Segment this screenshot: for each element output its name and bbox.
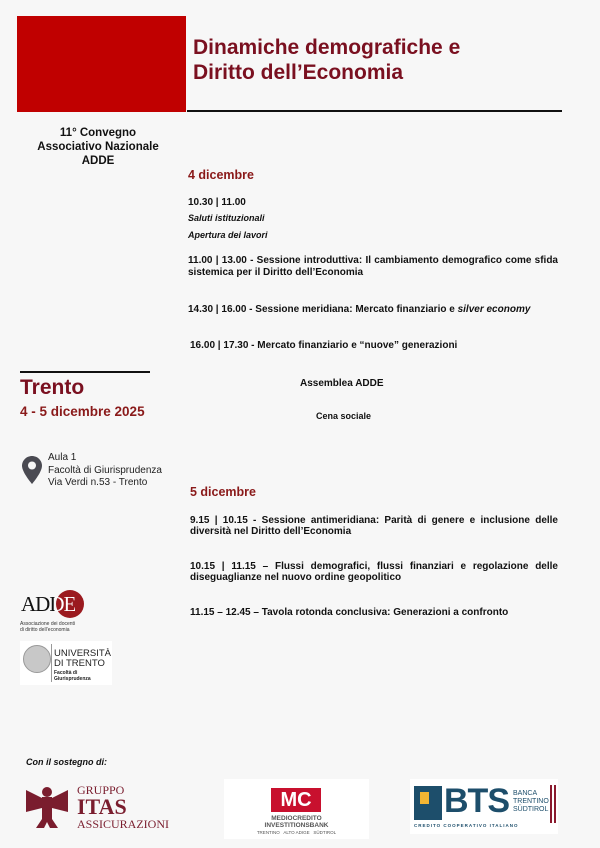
adde-caption-1: Associazione dei docenti [20,621,76,627]
address-line-1: Aula 1 [48,452,77,463]
unitn-divider [51,644,52,682]
item-text: 14.30 | 16.00 - Sessione meridiana: Mercato finanziario e [188,304,458,315]
day2-item-1: 9.15 | 10.15 - Sessione antimeridiana: Parità di genere e inclusione delle diversità nel Diritto dell’Economia [190,515,558,537]
address-line-2: Facoltà di Giurisprudenza [48,464,162,476]
item-time: 10.30 | 11.00 [188,197,246,208]
day1-item-2: 11.00 | 13.00 - Sessione introduttiva: Il cambiamento demografico come sfida sistemica per il Diritto dell’Economia [188,255,558,278]
bts-line-3: SÜDTIROL [513,806,549,813]
day1-heading: 4 dicembre [188,168,255,182]
adde-logo [20,589,110,635]
unitn-line-1: UNIVERSITÀ [54,648,112,659]
day2-item-3: 11.15 – 12.45 – Tavola rotonda conclusiva: Generazioni a confronto [190,607,509,618]
sponsor-label: Con il sostegno di: [26,757,107,767]
mediocredito-line-1: MEDIOCREDITO [271,815,322,822]
address-line-3: Via Verdi n.53 - Trento [48,477,148,488]
red-header-block [17,16,186,112]
itas-text [77,784,169,830]
map-pin-icon [22,456,42,484]
bts-logo [410,779,558,834]
itas-line-2: ITAS [77,794,127,819]
bts-line-1: BANCA [513,790,538,797]
event-dates: 4 - 5 dicembre 2025 [20,404,145,419]
bts-line-2: TRENTINO [513,798,549,805]
bts-bar-1 [550,785,552,823]
mediocredito-text [224,815,369,836]
adde-mark-text: ADDE [21,592,76,616]
itas-logo [22,782,182,834]
unitn-logo [20,641,112,685]
city: Trento [20,376,85,399]
adde-caption-2: di diritto dell’economia [20,627,70,633]
mediocredito-line-2: INVESTITIONSBANK [264,822,329,829]
bts-line-4: CREDITO COOPERATIVO ITALIANO [414,823,519,828]
item-italic-text: silver economy [457,304,531,315]
itas-line-3: ASSICURAZIONI [77,817,170,831]
convegno-line-1: 11° Convegno [59,127,137,139]
title-line-2: Diritto dell’Economia [193,61,404,84]
convegno-line-3: ADDE [81,155,115,167]
day2-heading: 5 dicembre [190,485,257,499]
title-divider [187,110,562,112]
mediocredito-logo [224,779,369,839]
unitn-line-3: Facoltà di [54,670,78,676]
convegno-line-2: Associativo Nazionale [37,141,159,153]
unitn-line-4: Giurisprudenza [54,676,91,682]
location-divider [20,371,150,373]
unitn-seal-icon [23,645,51,673]
unitn-text [54,649,111,669]
day1-item-1 [188,197,268,241]
page-title [193,35,460,85]
bts-square-accent [420,792,429,804]
mediocredito-mark: MC [271,788,321,812]
day1-item-cena: Cena sociale [316,411,372,421]
bts-square-icon [414,786,442,820]
day1-item-4: 16.00 | 17.30 - Mercato finanziario e “nuove” generazioni [190,340,458,351]
bts-bar-2 [554,785,556,823]
adde-logo-mark [21,592,75,617]
mediocredito-line-3: TRENTINO ALTO ADIGE SÜDTIROL [256,830,337,835]
title-line-1: Dinamiche demografiche e [193,36,461,59]
convegno-heading [20,126,176,168]
unitn-line-2: DI TRENTO [54,658,105,669]
adde-logo-caption [20,621,75,633]
address [48,452,162,490]
day2-item-2: 10.15 | 11.15 – Flussi demografici, flussi finanziari e regolazione delle diseguaglianze nel nuovo ordine geopolitico [190,561,558,583]
day1-item-3 [188,304,568,316]
itas-line-1: GRUPPO [77,783,125,797]
itas-eagle-icon [24,784,70,830]
bts-text [513,790,549,814]
item-sub-saluti: Saluti istituzionali [188,213,265,223]
unitn-faculty [54,670,91,682]
item-sub-apertura: Apertura dei lavori [188,230,268,240]
day1-item-assemblea: Assemblea ADDE [300,378,384,389]
bts-mark: BTS [444,782,509,820]
